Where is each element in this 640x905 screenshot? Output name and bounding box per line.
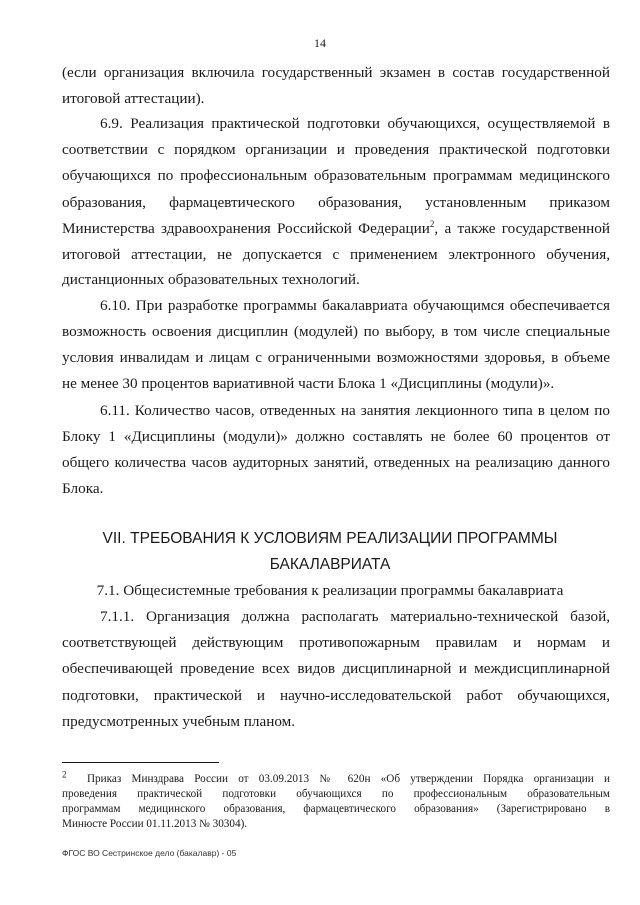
paragraph-line: Блоку 1 «Дисциплины (модули)» должно составлять не более 60 процентов от [62,428,610,445]
paragraph-line: общего количества часов аудиторных занятий, отведенных на реализацию данного [62,454,610,471]
paragraph-line: подготовки, практической и научно-исследовательской работ обучающихся, [62,687,610,704]
footnote-reference: 2 [429,218,435,229]
subsection-title: 7.1. Общесистемные требования к реализации программы бакалавриата [96,582,564,599]
footnote-line [62,769,610,787]
footnote-text: Приказ Минздрава России от 03.09.2013 № 620н «Об утверждении Порядка организации и [86,773,610,785]
footnote-line: проведения практической подготовки обучающихся по профессиональным образовательным [62,788,610,800]
footnote-line: программам медицинского образования, фармацевтического образования» (Зарегистрировано в [62,803,610,815]
document-footer: ФГОС ВО Сестринское дело (бакалавр) - 05 [62,848,237,858]
paragraph-line: возможность освоения дисциплин (модулей) по выбору, в том числе специальные [62,323,610,340]
paragraph-line: соответствии с порядком организации и проведения практической подготовки [62,141,610,158]
paragraph-line: предусмотренных учебным планом. [62,713,296,730]
paragraph-text: , а также государственной [434,220,610,237]
paragraph-line: (если организация включила государственный экзамен в состав государственной [62,64,610,81]
paragraph-line: обеспечивающей проведение всех видов дисциплинарной и междисциплинарной [62,660,610,677]
footnote-separator [62,762,219,763]
footnote-line: Минюсте России 01.11.2013 № 30304). [62,818,248,830]
paragraph-line: образования, фармацевтического образования, установленным приказом [62,194,610,211]
paragraph-line: итоговой аттестации). [62,90,205,107]
footnote-mark: 2 [62,769,67,780]
paragraph-line: дистанционных образовательных технологий. [62,271,360,288]
page-number: 14 [314,36,326,50]
paragraph-line: соответствующей действующим противопожарным правилам и нормам и [62,634,610,651]
paragraph-line: обучающихся по профессиональным образовательным программам медицинского [62,167,610,184]
paragraph-line: 6.9. Реализация практической подготовки обучающихся, осуществляемой в [100,115,610,132]
paragraph-line: Блока. [62,480,104,497]
paragraph-line: не менее 30 процентов вариативной части Блока 1 «Дисциплины (модули)». [62,375,555,392]
paragraph-line: условия инвалидам и лицам с ограниченными возможностями здоровья, в объеме [62,349,610,366]
paragraph-text: Министерства здравоохранения Российской Федерации [62,220,430,237]
paragraph-line-with-footnote [62,216,610,242]
paragraph-line: 7.1.1. Организация должна располагать материально-технической базой, [100,608,610,625]
section-heading: БАКАЛАВРИАТА [269,556,391,573]
paragraph-line: 6.11. Количество часов, отведенных на занятия лекционного типа в целом по [100,402,610,419]
paragraph-line: итоговой аттестации, не допускается с применением электронного обучения, [62,246,610,263]
paragraph-line: 6.10. При разработке программы бакалавриата обучающимся обеспечивается [100,297,610,314]
section-heading: VII. ТРЕБОВАНИЯ К УСЛОВИЯМ РЕАЛИЗАЦИИ ПРОГРАММЫ [102,530,558,547]
